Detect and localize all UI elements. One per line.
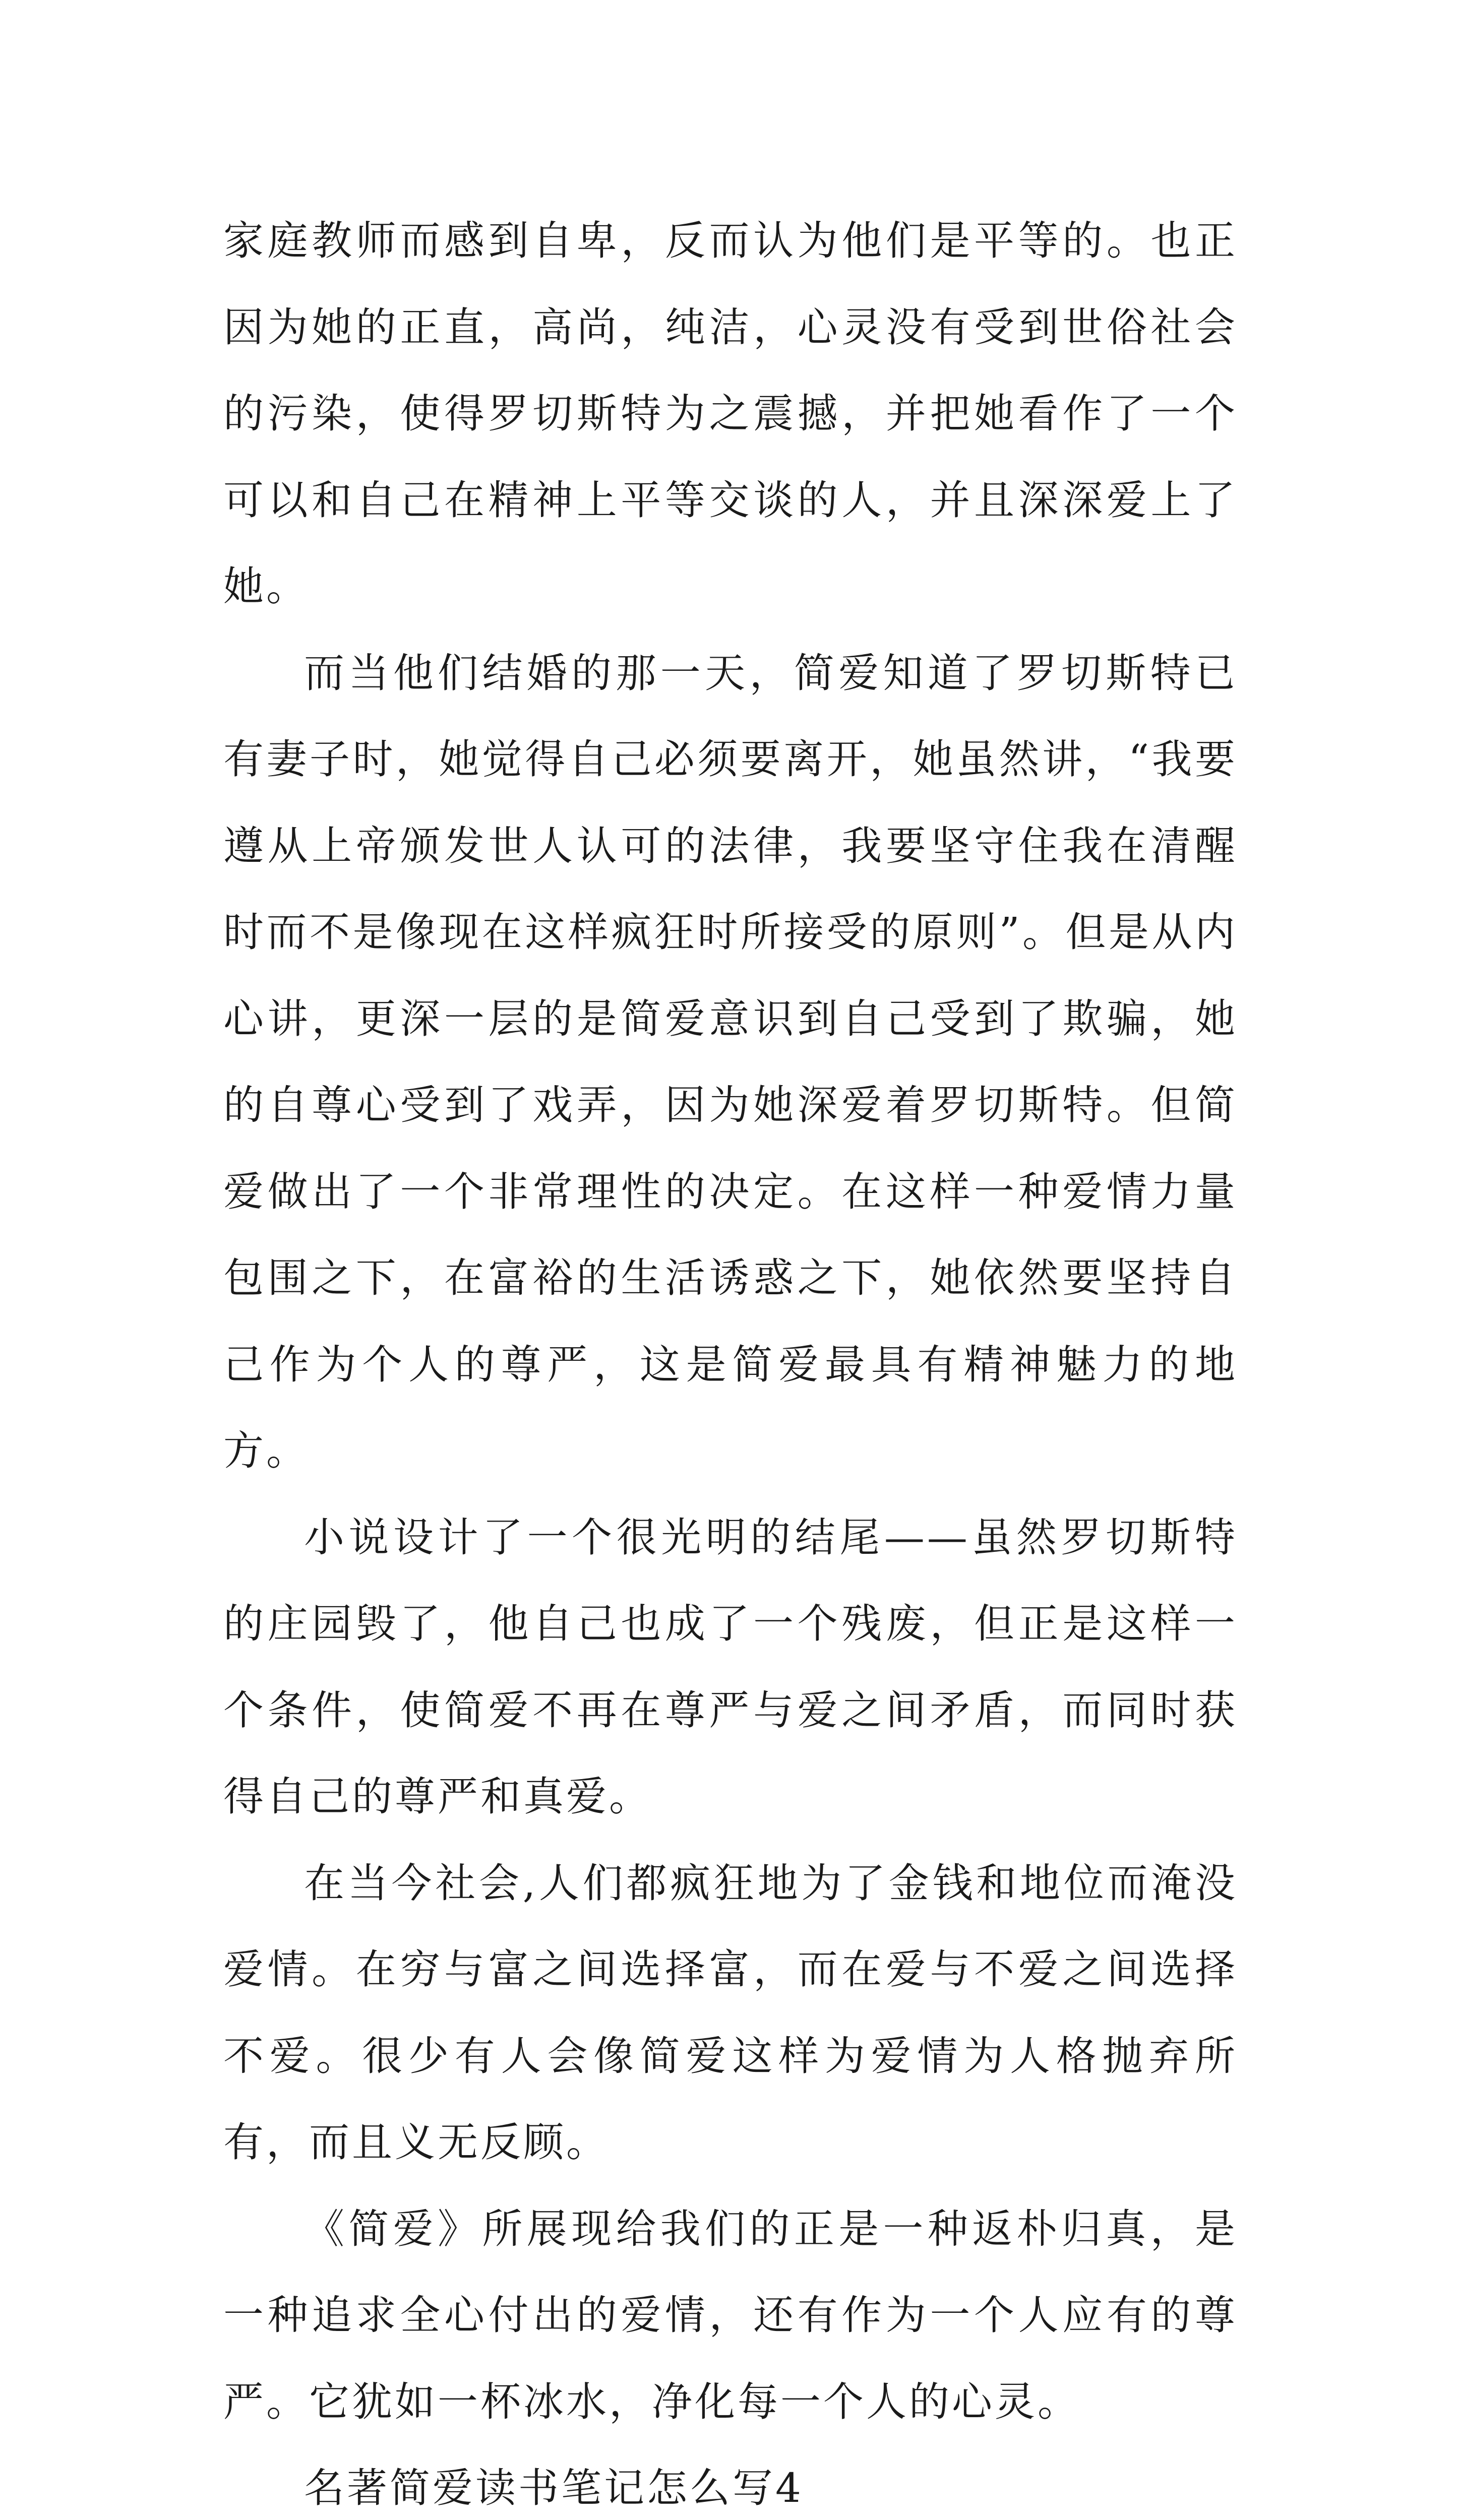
paragraph-novel-ending: 小说设计了一个很光明的结尾——虽然罗切斯特的庄园毁了，他自己也成了一个残废，但正是这样一个条件，使简爱不再在尊严与爱之间矛盾，而同时获得自己的尊严和真爱。 [223,1514,1238,1820]
section-heading: 名著简爱读书笔记怎么写4 [304,2465,804,2511]
paragraph-continuation: 家庭教师而感到自卑，反而认为他们是平等的。也正因为她的正直，高尚，纯洁，心灵没有受到世俗社会的污染，使得罗切斯特为之震撼，并把她看作了一个可以和自己在精神上平等交谈的人，并且深深爱上了她。 [223,217,1238,610]
paragraph-conclusion: 《简爱》所展现给我们的正是一种返朴归真，是一种追求全心付出的爱情，还有作为一个人应有的尊严。它犹如一杯冰水，净化每一个人的心灵。 [223,2205,1238,2425]
document-body [223,198,1238,2520]
paragraph-wedding-day: 而当他们结婚的那一天，简爱知道了罗切斯特已有妻子时，她觉得自己必须要离开，她虽然讲，“我要遵从上帝颁发世人认可的法律，我要坚守住我在清醒时而不是像现在这样疯狂时所接受的原则”。但是从内心讲，更深一层的是简爱意识到自己受到了欺骗，她的自尊心受到了戏弄，因为她深爱着罗切斯特。但简爱做出了一个非常理性的决定。在这样一种爱情力量包围之下，在富裕的生活诱惑之下，她依然要坚持自己作为个人的尊严，这是简爱最具有精神魅力的地方。 [223,649,1238,1474]
paragraph-modern-society: 在当今社会,人们都疯狂地为了金钱和地位而淹没爱情。在穷与富之间选择富，而在爱与不爱之间选择不爱。很少有人会像简爱这样为爱情为人格抛弃所有，而且义无反顾。 [223,1859,1238,2166]
